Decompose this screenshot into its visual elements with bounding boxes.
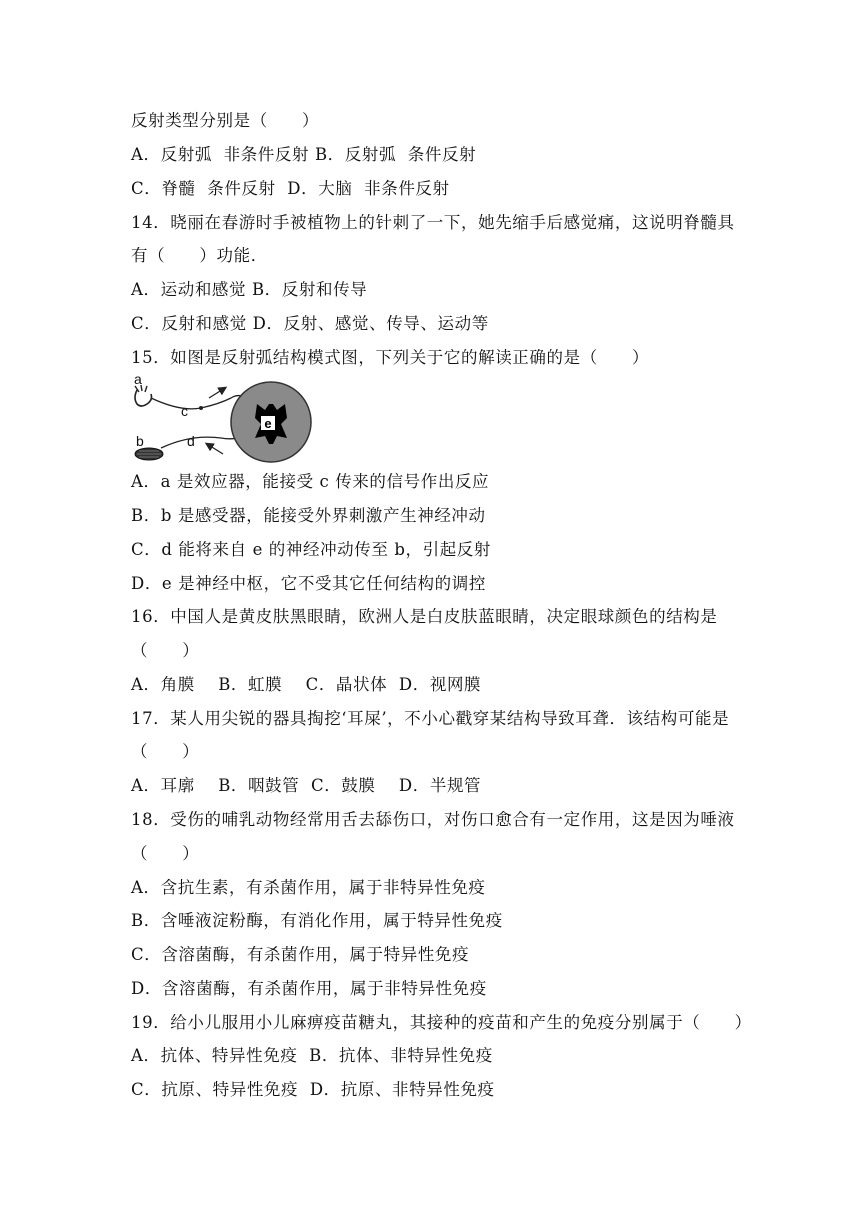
motor-direction-arrow (207, 444, 223, 454)
q13-options-ab: A．反射弧 非条件反射 B．反射弧 条件反射 (131, 145, 477, 164)
q15-option-b: B．b 是感受器，能接受外界刺激产生神经冲动 (131, 506, 486, 525)
q15-option-c: C．d 能将来自 e 的神经冲动传至 b，引起反射 (131, 540, 491, 559)
q13-options-cd: C．脊髓 条件反射 D．大脑 非条件反射 (131, 179, 450, 198)
q16-options: A．角膜 B．虹膜 C．晶状体 D．视网膜 (131, 675, 482, 694)
q17-stem-line1: 17．某人用尖锐的器具掏挖‘耳屎’，不小心戳穿某结构导致耳聋．该结构可能是 (131, 709, 730, 728)
label-e: e (264, 416, 272, 431)
label-d: d (187, 433, 195, 449)
q19-stem: 19．给小儿服用小儿麻痹疫苗糖丸，其接种的疫苗和产生的免疫分别属于（ ） (131, 1013, 752, 1032)
q18-option-a: A．含抗生素，有杀菌作用，属于非特异性免疫 (131, 878, 486, 897)
q14-stem-line1: 14．晓丽在春游时手被植物上的针刺了一下，她先缩手后感觉痛，这说明脊髓具 (131, 213, 735, 232)
q17-options: A．耳廓 B．咽鼓管 C．鼓膜 D．半规管 (131, 776, 482, 795)
label-b: b (136, 433, 144, 449)
q18-option-d: D．含溶菌酶，有杀菌作用，属于非特异性免疫 (131, 979, 487, 998)
q13-stem-tail: 反射类型分别是（ ） (131, 111, 320, 130)
q18-stem-line1: 18．受伤的哺乳动物经常用舌去舔伤口，对伤口愈合有一定作用，这是因为唾液 (131, 810, 735, 829)
q16-stem-line1: 16．中国人是黄皮肤黑眼睛，欧洲人是白皮肤蓝眼睛，决定眼球颜色的结构是 (131, 607, 718, 626)
label-a: a (134, 374, 142, 387)
label-c: c (181, 403, 188, 419)
q17-stem-line2: （ ） (131, 742, 200, 761)
reflex-arc-diagram (131, 374, 321, 466)
effector-b-shape (135, 448, 163, 460)
q18-stem-line2: （ ） (131, 844, 200, 863)
q14-options-cd: C．反射和感觉 D．反射、感觉、传导、运动等 (131, 314, 489, 333)
q19-options-ab: A．抗体、特异性免疫 B．抗体、非特异性免疫 (131, 1046, 493, 1065)
q19-options-cd: C．抗原、特异性免疫 D．抗原、非特异性免疫 (131, 1080, 495, 1099)
q16-stem-line2: （ ） (131, 641, 200, 660)
q15-option-d: D．e 是神经中枢，它不受其它任何结构的调控 (131, 574, 486, 593)
sensory-direction-arrow (209, 388, 225, 398)
receptor-a-shape (135, 385, 152, 406)
q15-stem: 15．如图是反射弧结构模式图，下列关于它的解读正确的是（ ） (131, 348, 650, 367)
q14-stem-line2: 有（ ）功能． (131, 246, 268, 265)
q14-options-ab: A．运动和感觉 B．反射和传导 (131, 280, 368, 299)
q15-option-a: A．a 是效应器，能接受 c 传来的信号作出反应 (131, 472, 490, 491)
q18-option-b: B．含唾液淀粉酶，有消化作用，属于特异性免疫 (131, 911, 503, 930)
q18-option-c: C．含溶菌酶，有杀菌作用，属于特异性免疫 (131, 945, 470, 964)
